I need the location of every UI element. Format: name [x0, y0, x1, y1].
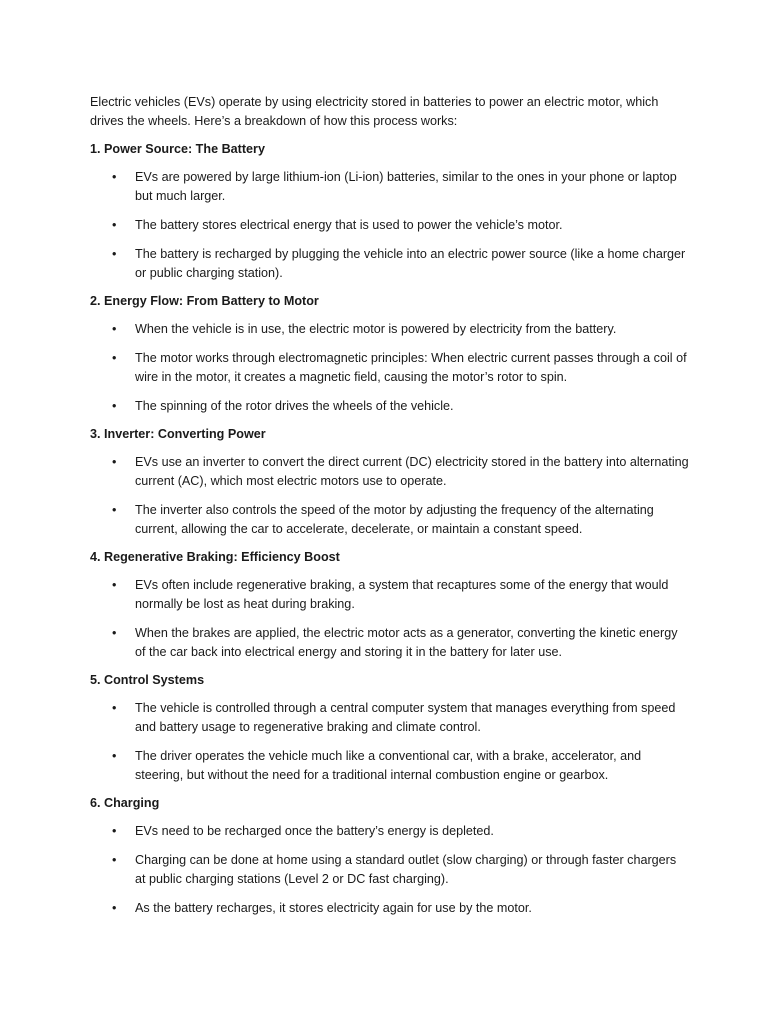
list-item-text: EVs use an inverter to convert the direct current (DC) electricity stored in the battery into alternating current (AC), which most electric motors use to operate. [135, 455, 689, 488]
list-item-text: As the battery recharges, it stores electricity again for use by the motor. [135, 901, 532, 915]
bullet-list-control-systems [90, 699, 690, 785]
bullet-icon: • [112, 247, 117, 261]
list-item-text: The vehicle is controlled through a central computer system that manages everything from speed and battery usage to regenerative braking and climate control. [135, 701, 676, 734]
section-heading-inverter: 3. Inverter: Converting Power [90, 427, 266, 441]
list-item [90, 349, 690, 387]
bullet-icon: • [112, 218, 117, 232]
list-item [90, 501, 690, 539]
list-item-text: EVs need to be recharged once the battery’s energy is depleted. [135, 824, 494, 838]
bullet-icon: • [112, 901, 117, 915]
bullet-icon: • [112, 853, 117, 867]
list-item [90, 747, 690, 785]
bullet-icon: • [112, 170, 117, 184]
list-item-text: When the vehicle is in use, the electric motor is powered by electricity from the battery. [135, 322, 617, 336]
bullet-icon: • [112, 503, 117, 517]
bullet-icon: • [112, 455, 117, 469]
intro-paragraph: Electric vehicles (EVs) operate by using electricity stored in batteries to power an electric motor, which drives the wheels. Here’s a breakdown of how this process works: [90, 95, 659, 128]
list-item-text: The battery is recharged by plugging the vehicle into an electric power source (like a home charger or public charging station). [135, 247, 686, 280]
bullet-icon: • [112, 701, 117, 715]
list-item-text: The inverter also controls the speed of the motor by adjusting the frequency of the alternating current, allowing the car to accelerate, decelerate, or maintain a constant speed. [135, 503, 654, 536]
list-item [90, 699, 690, 737]
list-item [90, 216, 690, 235]
list-item-text: The spinning of the rotor drives the wheels of the vehicle. [135, 399, 454, 413]
bullet-icon: • [112, 626, 117, 640]
list-item [90, 168, 690, 206]
list-item-text: Charging can be done at home using a standard outlet (slow charging) or through faster chargers at public charging stations (Level 2 or DC fast charging). [135, 853, 677, 886]
bullet-list-inverter [90, 453, 690, 539]
list-item-text: EVs often include regenerative braking, a system that recaptures some of the energy that would normally be lost as heat during braking. [135, 578, 669, 611]
section-heading-charging: 6. Charging [90, 796, 160, 810]
section-heading-control-systems: 5. Control Systems [90, 673, 205, 687]
list-item [90, 397, 690, 416]
list-item [90, 822, 690, 841]
bullet-icon: • [112, 749, 117, 763]
bullet-icon: • [112, 399, 117, 413]
bullet-list-energy-flow [90, 320, 690, 416]
bullet-list-charging [90, 822, 690, 918]
bullet-icon: • [112, 351, 117, 365]
list-item-text: The battery stores electrical energy that is used to power the vehicle’s motor. [135, 218, 563, 232]
list-item [90, 320, 690, 339]
bullet-list-power-source [90, 168, 690, 283]
list-item [90, 851, 690, 889]
section-heading-energy-flow: 2. Energy Flow: From Battery to Motor [90, 294, 319, 308]
bullet-icon: • [112, 824, 117, 838]
list-item [90, 453, 690, 491]
document-body [90, 93, 690, 927]
bullet-icon: • [112, 578, 117, 592]
bullet-list-regenerative-braking [90, 576, 690, 662]
list-item-text: EVs are powered by large lithium-ion (Li-ion) batteries, similar to the ones in your phone or laptop but much larger. [135, 170, 677, 203]
bullet-icon: • [112, 322, 117, 336]
list-item-text: The driver operates the vehicle much like a conventional car, with a brake, accelerator, and steering, but without the need for a traditional internal combustion engine or gearbox. [135, 749, 642, 782]
list-item [90, 245, 690, 283]
section-heading-regenerative-braking: 4. Regenerative Braking: Efficiency Boost [90, 550, 340, 564]
list-item [90, 899, 690, 918]
list-item-text: The motor works through electromagnetic principles: When electric current passes through a coil of wire in the motor, it creates a magnetic field, causing the motor’s rotor to spin. [135, 351, 687, 384]
section-heading-power-source: 1. Power Source: The Battery [90, 142, 265, 156]
list-item-text: When the brakes are applied, the electric motor acts as a generator, converting the kinetic energy of the car back into electrical energy and storing it in the battery for later use. [135, 626, 678, 659]
list-item [90, 576, 690, 614]
list-item [90, 624, 690, 662]
